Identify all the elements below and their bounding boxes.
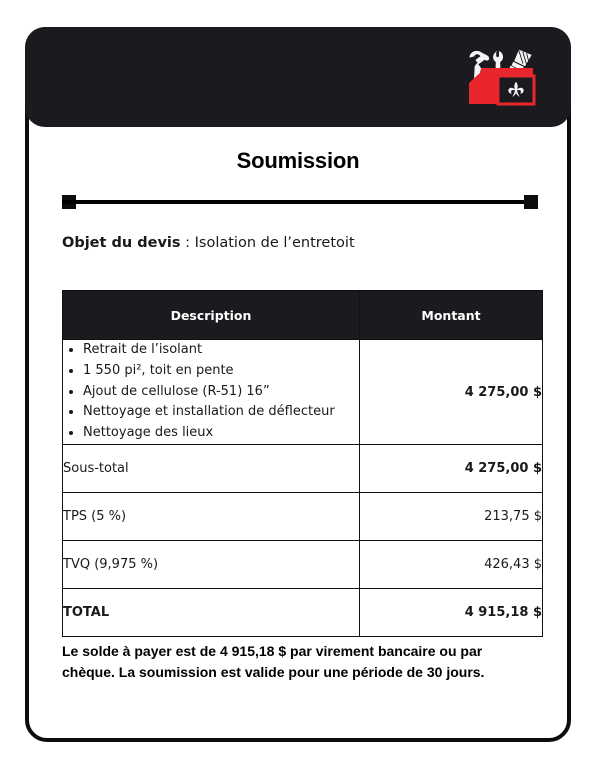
table-header-row — [63, 291, 543, 340]
column-header-amount: Montant — [360, 291, 543, 340]
tvq-amount: 426,43 $ — [360, 541, 543, 589]
list-item: • Ajout de cellulose (R-51) 16” — [83, 382, 359, 403]
list-item: • Retrait de l’isolant — [83, 340, 359, 361]
table-row-line-items — [63, 340, 543, 445]
list-item: • Nettoyage et installation de déflecteur — [83, 402, 359, 423]
payment-note: Le solde à payer est de 4 915,18 $ par virement bancaire ou par chèque. La soumission est valide pour une période de 30 jours. — [62, 643, 485, 680]
table-row-tps — [63, 493, 543, 541]
divider-cap-right — [524, 195, 538, 209]
table-row-total — [63, 589, 543, 637]
quote-subject-label: Objet du devis — [62, 235, 181, 251]
tps-label: TPS (5 %) — [63, 493, 360, 541]
quote-subject-separator: : — [180, 235, 195, 251]
column-header-description: Description — [63, 291, 360, 340]
table-row-subtotal — [63, 445, 543, 493]
tvq-label: TVQ (9,975 %) — [63, 541, 360, 589]
title-divider — [62, 195, 538, 209]
list-item: • Nettoyage des lieux — [83, 423, 359, 444]
line-items-amount: 4 275,00 $ — [360, 340, 543, 445]
divider-rule — [62, 200, 538, 204]
line-item-list — [63, 340, 359, 444]
table-row-tvq — [63, 541, 543, 589]
tps-amount: 213,75 $ — [360, 493, 543, 541]
page-title: Soumission — [236, 148, 360, 173]
total-amount: 4 915,18 $ — [360, 589, 543, 637]
quote-table-head — [63, 291, 543, 340]
subtotal-label: Sous-total — [63, 445, 360, 493]
quote-table-body — [63, 340, 543, 637]
quote-subject-value: Isolation de l’entretoit — [194, 235, 355, 251]
line-items-cell — [63, 340, 360, 445]
quote-card — [25, 27, 571, 742]
subtotal-amount: 4 275,00 $ — [360, 445, 543, 493]
toolbox-tools-fleur-de-lis-logo-icon — [461, 45, 545, 109]
total-label: TOTAL — [63, 589, 360, 637]
list-item: • 1 550 pi², toit en pente — [83, 361, 359, 382]
quote-subject — [62, 235, 355, 251]
document-header-bar — [25, 27, 571, 127]
quote-table — [62, 290, 543, 637]
